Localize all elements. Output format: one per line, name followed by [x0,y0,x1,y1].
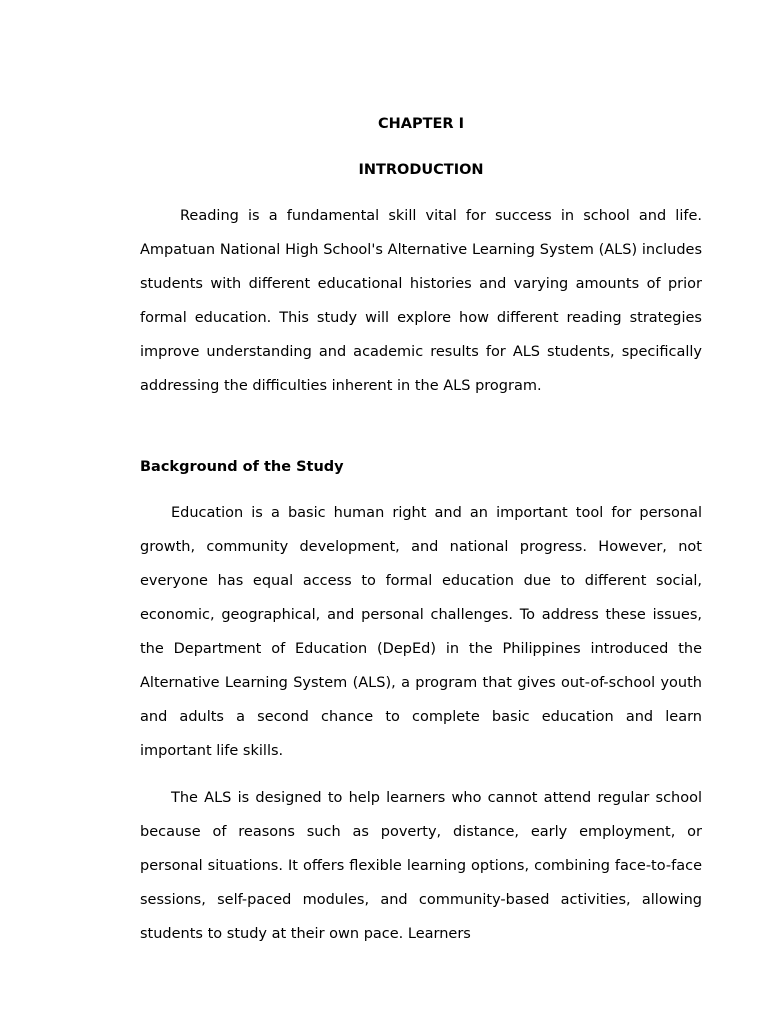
background-paragraph-1: Education is a basic human right and an important tool for personal growth, community development, and national progress. However, not everyone has equal access to formal education due to different social, economic, geographical, and personal challenges. To address these issues, the Department of Education (DepEd) in the Philippines introduced the Alternative Learning System (ALS), a program that gives out-of-school youth and adults a second chance to complete basic education and learn important life skills. [140,505,702,759]
section-heading: Background of the Study [140,459,344,475]
background-paragraph-2: The ALS is designed to help learners who cannot attend regular school because of reasons such as poverty, distance, early employment, or personal situations. It offers flexible learning options, combining face-to-face sessions, self-paced modules, and community-based activities, allowing students to study at their own pace. Learners [140,790,702,942]
chapter-title: INTRODUCTION [358,162,484,178]
chapter-label: CHAPTER I [377,116,465,132]
intro-paragraph: Reading is a fundamental skill vital for success in school and life. Ampatuan National High School's Alternative Learning System (ALS) includes students with different educational histories and varying amounts of prior formal education. This study will explore how different reading strategies improve understanding and academic results for ALS students, specifically addressing the difficulties inherent in the ALS program. [140,208,702,394]
